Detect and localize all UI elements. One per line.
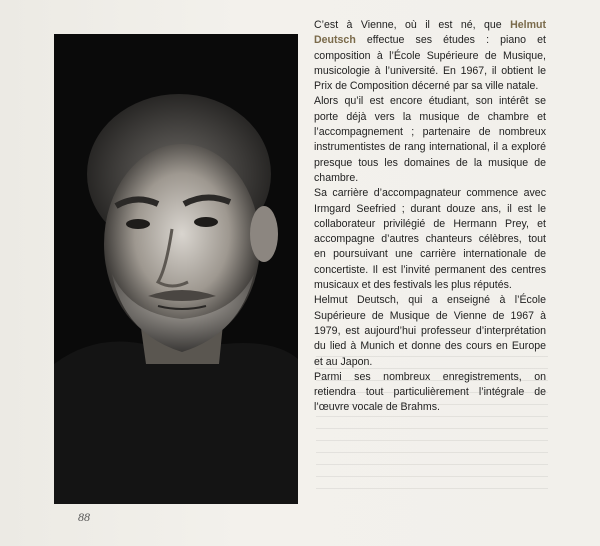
- bio-paragraph-5: Parmi ses nombreux enregistrements, on retiendra tout particulièrement l’intégrale de l’œuvre vocale de Brahms.: [314, 370, 546, 414]
- bio-paragraph-4: Helmut Deutsch, qui a enseigné à l’École Supérieure de Musique de Vienne de 1967 à 1979, est aujourd’hui professeur d’interprétation du lied à Munich et donne des cours en Europe et au Japon.: [314, 294, 546, 368]
- artist-name-highlight: Helmut Deutsch: [314, 19, 546, 47]
- bio-paragraph-3: Sa carrière d’accompagnateur commence avec Irmgard Seefried ; durant douze ans, il est le collaborateur privilégié de Hermann Prey, et accompagne d’autres chanteurs célèbres, tout en poursuivant une carrière internationale de concertiste. Il est l’invité permanent des centres musicaux et des festivals les plus réputés.: [314, 187, 546, 292]
- portrait-photo: [54, 34, 298, 504]
- portrait-image: [54, 34, 298, 504]
- show-through-text: [316, 356, 548, 496]
- bio-paragraph-1: [314, 18, 546, 94]
- bio-p1-before: C’est à Vienne, où il est né, que: [314, 19, 511, 31]
- bio-paragraph-2: Alors qu’il est encore étudiant, son intérêt se porte déjà vers la musique de chambre et l’accompagnement ; partenaire de nombreux instrumentistes de rang international, il a exploré presque tous les domaines de la musique de chambre.: [314, 95, 546, 184]
- bio-p1-after: effectue ses études : piano et composition à l’École Supérieure de Musique, musicologie à l’université. En 1967, il obtient le Prix de Composition décerné par sa ville natale.: [314, 34, 546, 93]
- page-number: 88: [78, 510, 90, 524]
